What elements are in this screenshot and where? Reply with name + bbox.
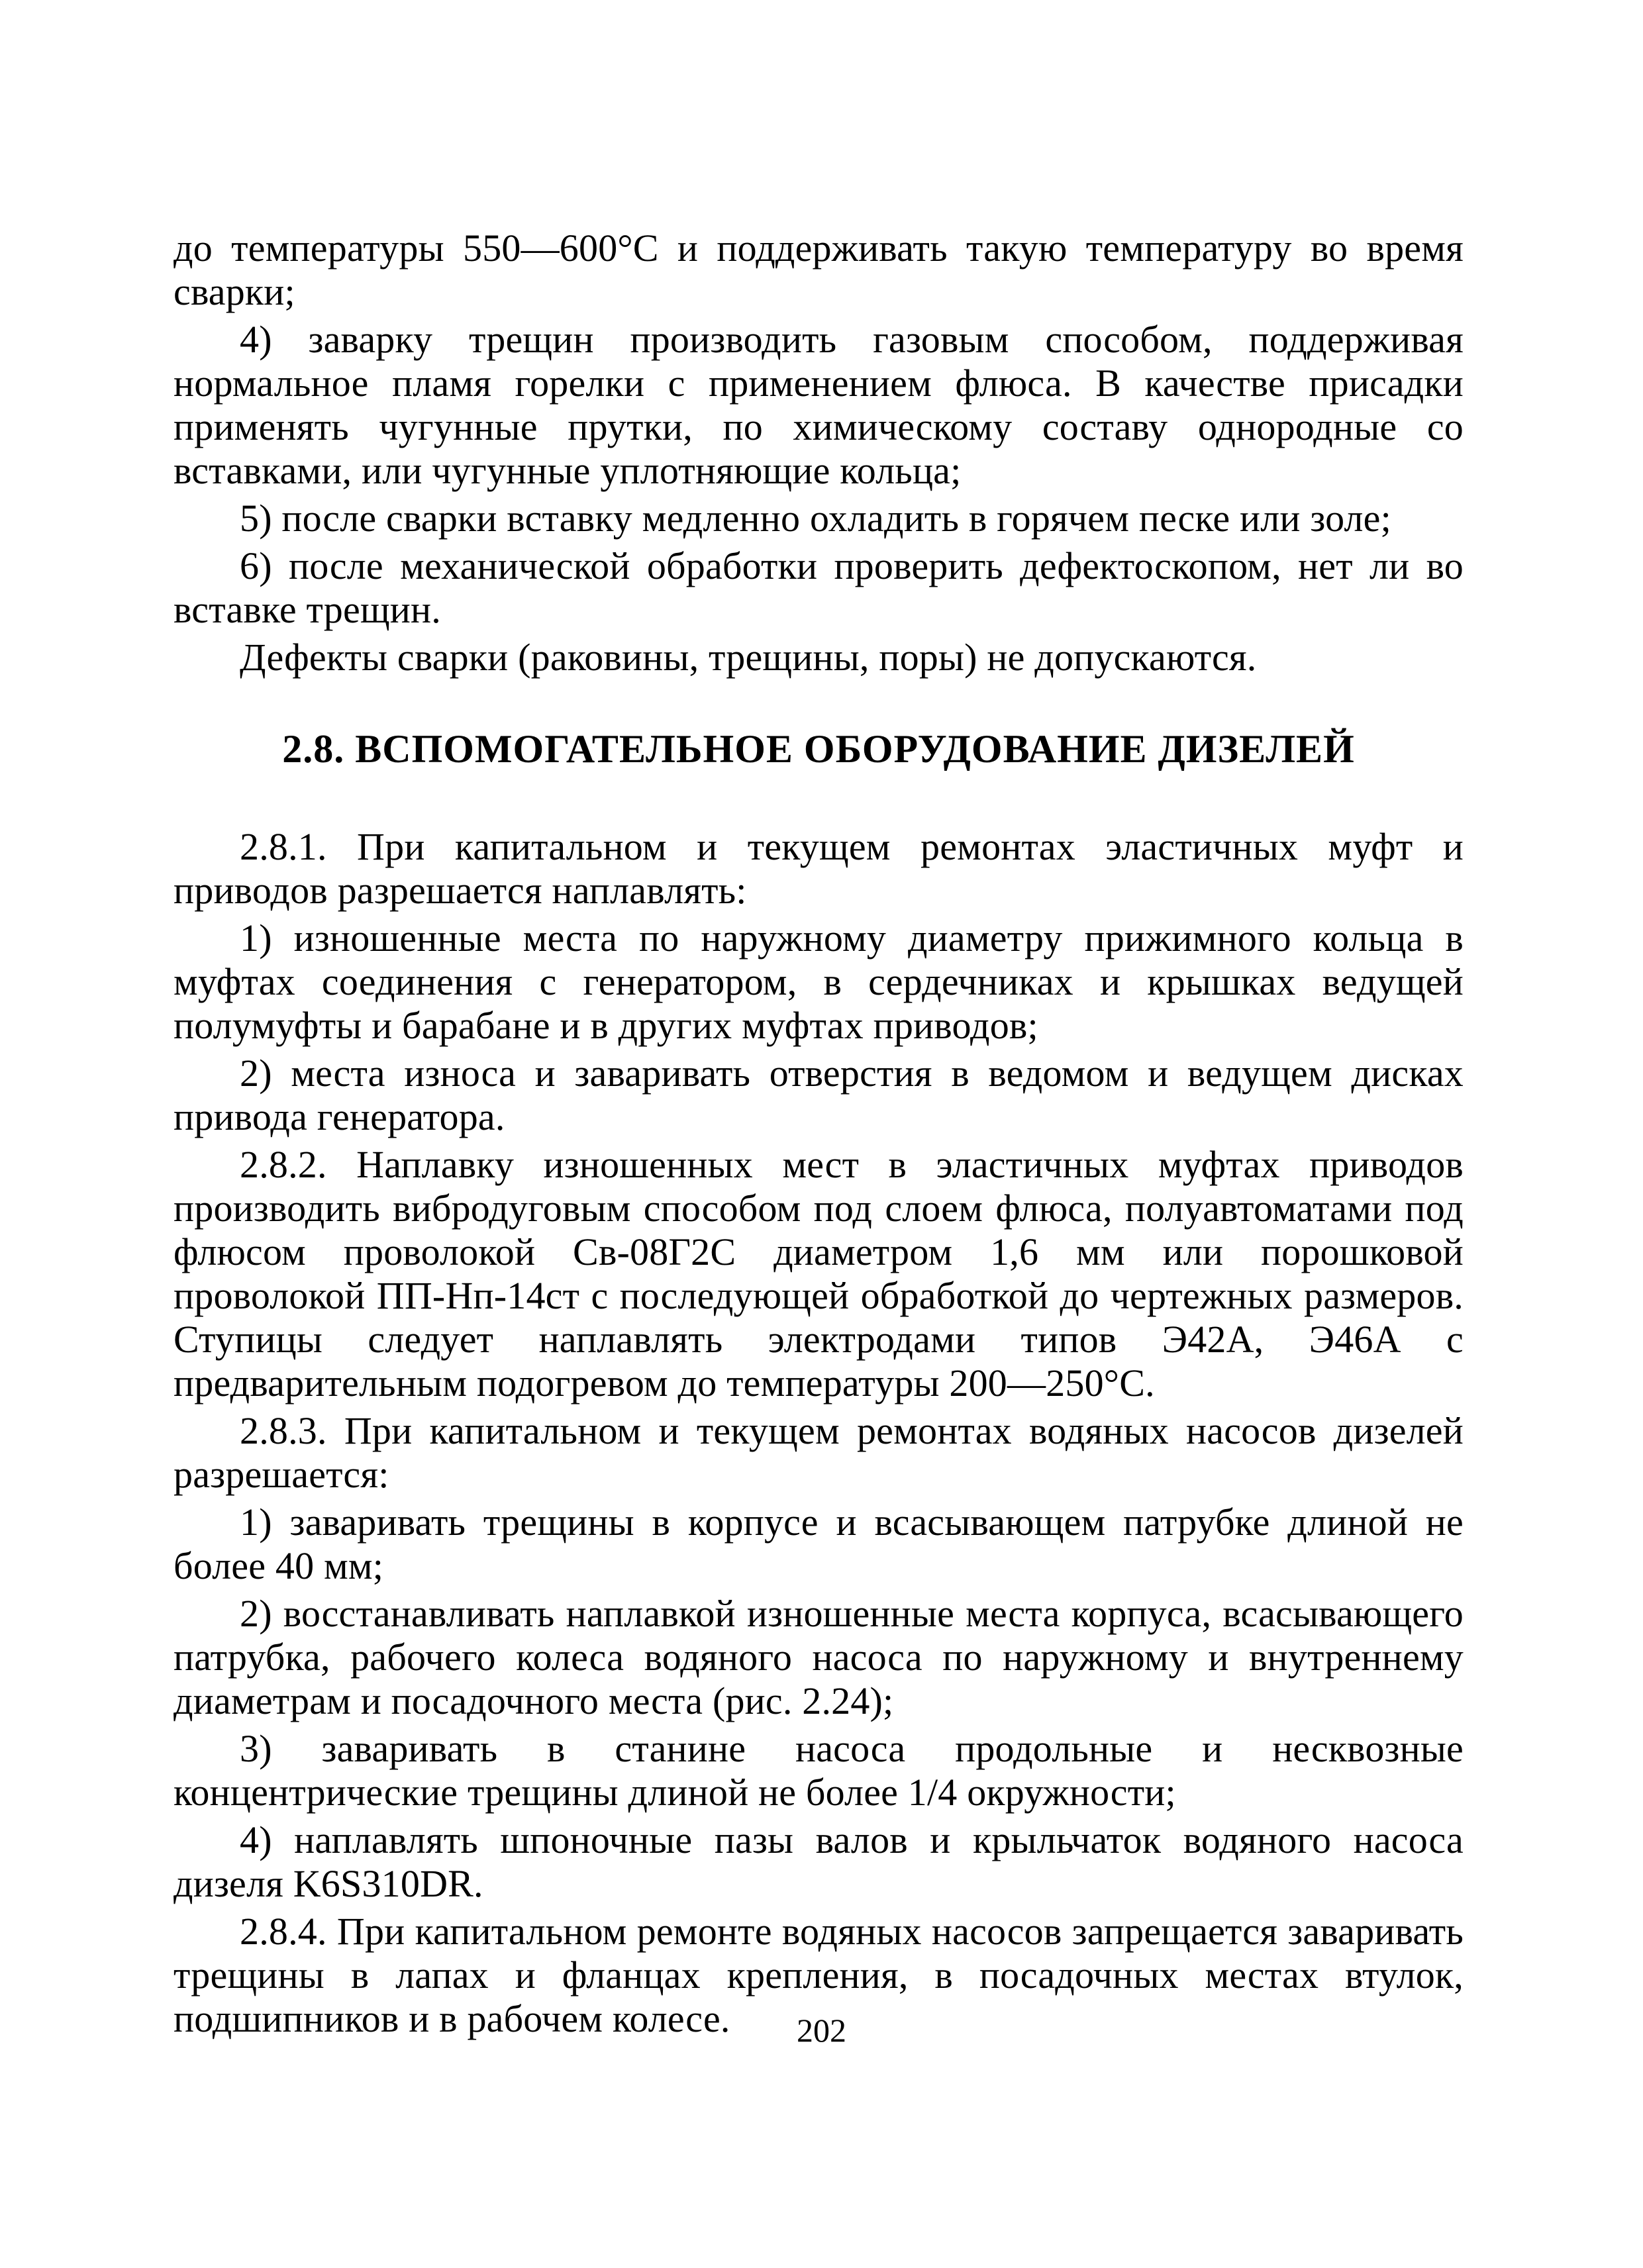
- paragraph-temperature: до температуры 550—600°С и поддерживать такую температуру во время сварки;: [174, 226, 1464, 313]
- paragraph-2-8-1: 2.8.1. При капитальном и текущем ремонтах эластичных муфт и приводов разрешается наплавлять:: [174, 825, 1464, 912]
- paragraph-2-8-3-item-2: 2) восстанавливать наплавкой изношенные места корпуса, всасывающего патрубка, рабочего колеса водяного насоса по наружному и внутреннему диаметрам и посадочного места (рис. 2.24);: [174, 1592, 1464, 1722]
- paragraph-2-8-3: 2.8.3. При капитальном и текущем ремонтах водяных насосов дизелей разрешается:: [174, 1409, 1464, 1496]
- paragraph-item-4-gas-welding: 4) заварку трещин производить газовым способом, поддерживая нормальное пламя горелки с применением флюса. В качестве присадки применять чугунные прутки, по химическому составу однородные со вставками, или чугунные уплотняющие кольца;: [174, 318, 1464, 492]
- body-text: [174, 226, 1464, 2041]
- paragraph-2-8-3-item-1: 1) заваривать трещины в корпусе и всасывающем патрубке длиной не более 40 мм;: [174, 1501, 1464, 1587]
- paragraph-2-8-3-item-3: 3) заваривать в станине насоса продольные и несквозные концентрические трещины длиной не более 1/4 окружности;: [174, 1727, 1464, 1814]
- paragraph-defects: Дефекты сварки (раковины, трещины, поры) не допускаются.: [240, 636, 1257, 679]
- paragraph-item-6-defectoscope: 6) после механической обработки проверить дефектоскопом, нет ли во вставке трещин.: [174, 544, 1464, 631]
- paragraph-2-8-2: 2.8.2. Наплавку изношенных мест в эластичных муфтах приводов производить вибродуговым способом под слоем флюса, полуавтоматами под флюсом проволокой Св-08Г2С диаметром 1,6 мм или порошковой проволокой ПП-Нп-14ст с последующей обработкой до чертежных размеров. Ступицы следует наплавлять электродами типов Э42А, Э46А с предварительным подогревом до температуры 200—250°С.: [174, 1143, 1464, 1405]
- section-heading: 2.8. ВСПОМОГАТЕЛЬНОЕ ОБОРУДОВАНИЕ ДИЗЕЛЕЙ: [282, 727, 1355, 771]
- paragraph-2-8-4: 2.8.4. При капитальном ремонте водяных насосов запрещается заваривать трещины в лапах и фланцах крепления, в посадочных местах втулок, подшипников и в рабочем колесе.: [174, 1910, 1464, 2040]
- paragraph-2-8-3-item-4: 4) наплавлять шпоночные пазы валов и крыльчаток водяного насоса дизеля K6S310DR.: [174, 1818, 1464, 1905]
- page-number: 202: [797, 2012, 846, 2049]
- paragraph-item-5-cooling: 5) после сварки вставку медленно охладить в горячем песке или золе;: [240, 497, 1391, 540]
- paragraph-2-8-1-item-1: 1) изношенные места по наружному диаметру прижимного кольца в муфтах соединения с генератором, в сердечниках и крышках ведущей полумуфты и барабане и в других муфтах приводов;: [174, 916, 1464, 1047]
- paragraph-2-8-1-item-2: 2) места износа и заваривать отверстия в ведомом и ведущем дисках привода генератора.: [174, 1052, 1464, 1138]
